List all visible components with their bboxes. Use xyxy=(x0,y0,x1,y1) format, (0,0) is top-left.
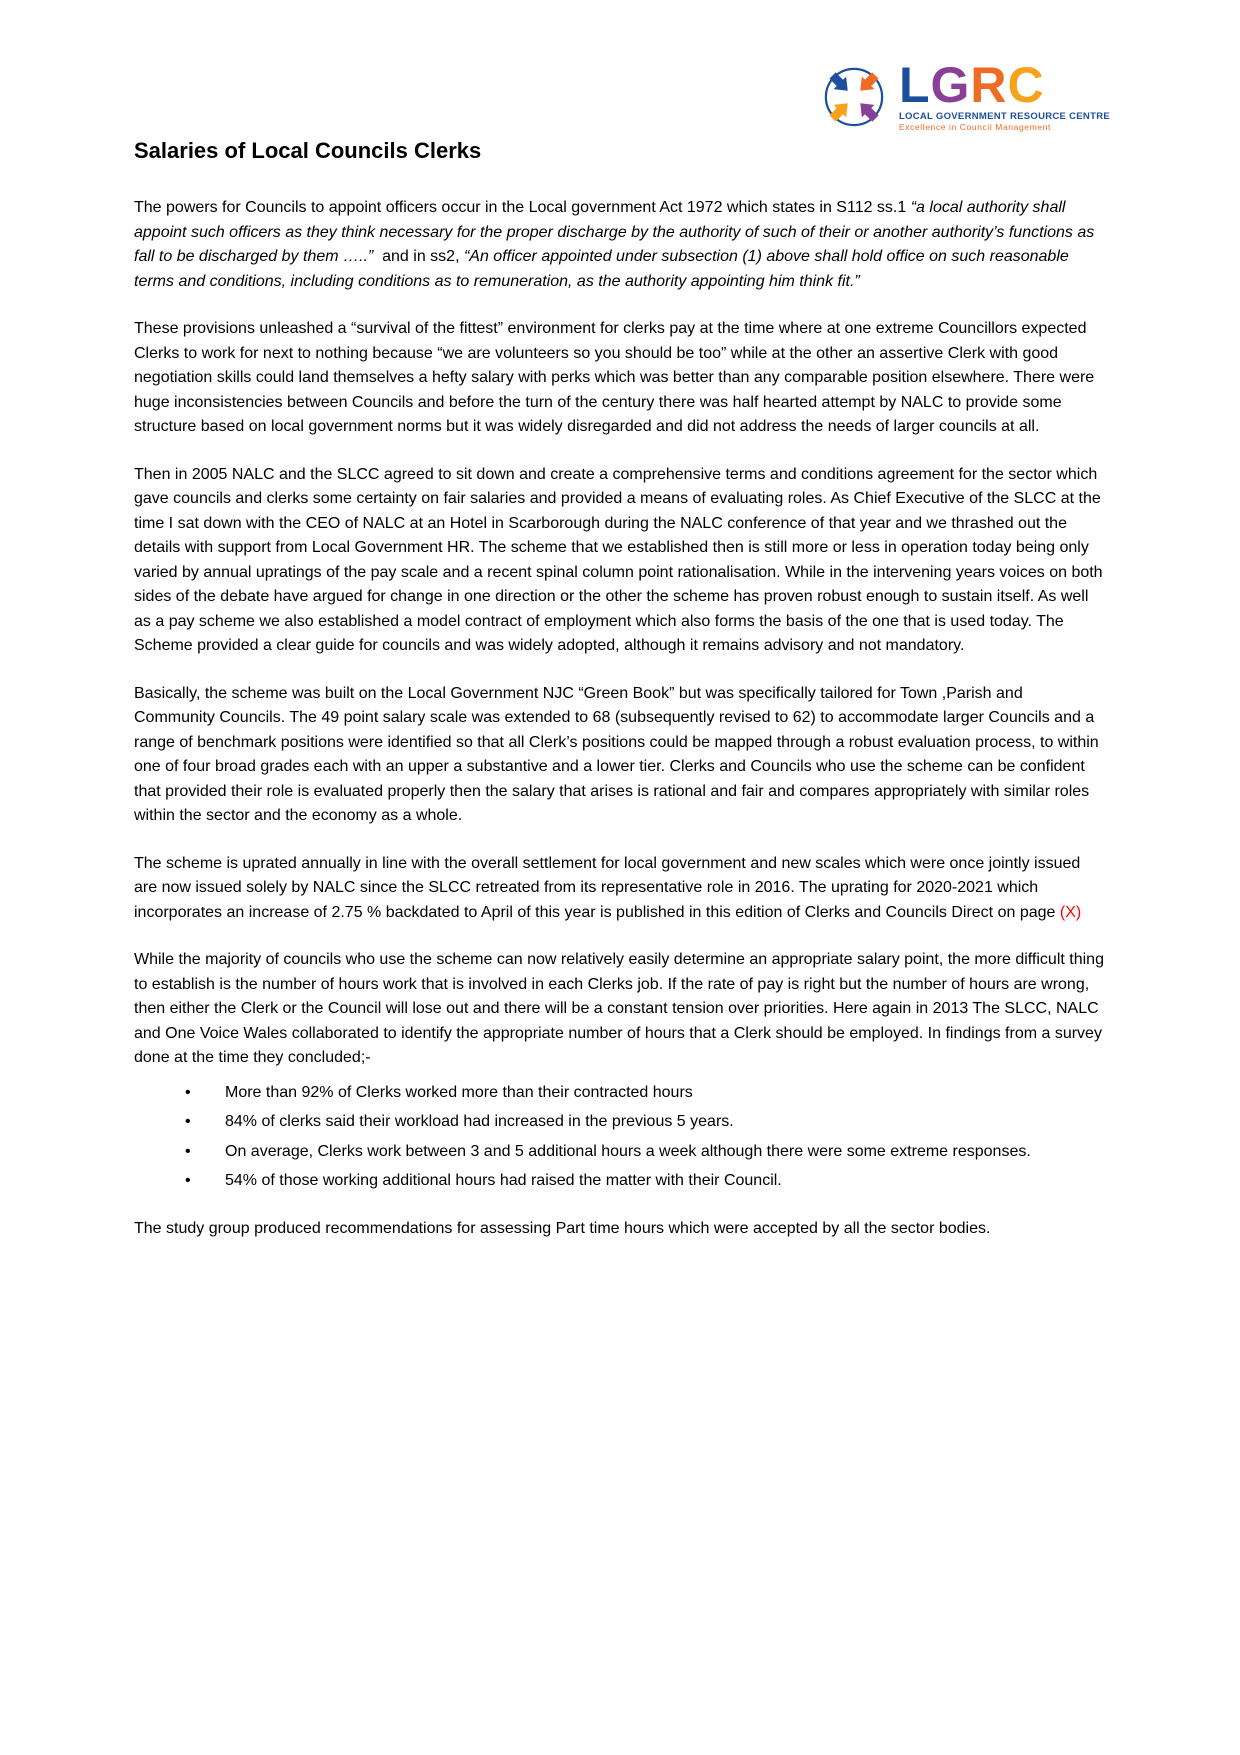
paragraph-powers-act xyxy=(134,196,1106,294)
lgrc-logo-text xyxy=(898,56,1110,132)
paragraph-2005-agreement: Then in 2005 NALC and the SLCC agreed to sit down and create a comprehensive terms and conditions agreement for the sector which gave councils and clerks some certainty on fair salaries and provided a means of evaluating roles. As Chief Executive of the SLCC at the time I sat down with the CEO of NALC at an Hotel in Scarborough during the NALC conference of that year and we thrashed out the details with support from Local Government HR. The scheme that we established then is still more or less in operation today being only varied by annual upratings of the pay scale and a recent spinal column point rationalisation. While in the intervening years voices on both sides of the debate have argued for change in one direction or the other the scheme has proven robust enough to sustain itself. As well as a pay scheme we also established a model contract of employment which also forms the basis of the one that is used today. The Scheme provided a clear guide for councils and was widely adopted, although it remains advisory and not mandatory. xyxy=(134,465,1103,654)
lgrc-letter-r: R xyxy=(970,56,1008,113)
lgrc-letter-l: L xyxy=(898,56,931,113)
page-reference-placeholder: (X) xyxy=(1059,903,1082,921)
paragraph-closing: The study group produced recommendations for assessing Part time hours which were accepted by all the sector bodies. xyxy=(134,1219,991,1237)
survey-findings-list xyxy=(134,1081,1106,1194)
list-item: • 84% of clerks said their workload had increased in the previous 5 years. xyxy=(185,1110,1106,1135)
lgrc-letter-g: G xyxy=(930,56,971,113)
list-item: • On average, Clerks work between 3 and 5 additional hours a week although there were some extreme responses. xyxy=(185,1140,1106,1165)
list-item: • 54% of those working additional hours had raised the matter with their Council. xyxy=(185,1169,1106,1194)
paragraph-run: and in ss2, xyxy=(373,248,464,265)
statute-quote-2: “An officer appointed under subsection (1) above shall hold office on such reasonable terms and conditions, including conditions as to remuneration, as the authority appointing him think fit.” xyxy=(134,248,1069,290)
paragraph-survival-of-fittest: These provisions unleashed a “survival of the fittest” environment for clerks pay at the time where at one extreme Councillors expected Clerks to work for next to nothing because “we are volunteers so you should be too” while at the other an assertive Clerk with good negotiation skills could land themselves a hefty salary with perks which was better than any comparable position elsewhere. There were huge inconsistencies between Councils and before the turn of the century there was half hearted attempt by NALC to provide some structure based on local government norms but it was widely disregarded and did not address the needs of larger councils at all. xyxy=(134,320,1095,435)
lgrc-logo xyxy=(817,56,1110,134)
lgrc-full-name: LOCAL GOVERNMENT RESOURCE CENTRE xyxy=(898,110,1110,122)
list-item: • More than 92% of Clerks worked more than their contracted hours xyxy=(185,1081,1106,1106)
lgrc-tagline: Excellence in Council Management xyxy=(898,122,1051,132)
paragraph-run: The powers for Councils to appoint officers occur in the Local government Act 1972 which states in S112 ss.1 xyxy=(134,199,911,216)
document-content xyxy=(134,138,1106,1264)
lgrc-acronym xyxy=(898,56,1110,113)
page-title: Salaries of Local Councils Clerks xyxy=(134,138,482,163)
lgrc-letter-c: C xyxy=(1007,56,1045,113)
paragraph-annual-uprating xyxy=(134,852,1106,926)
paragraph-run: The scheme is uprated annually in line with the overall settlement for local government and new scales which were once jointly issued are now issued solely by NALC since the SLCC retreated from its representative role in 2016. The uprating for 2020-2021 which incorporates an increase of 2.75 % backdated to April of this year is published in this edition of Clerks and Councils Direct on page xyxy=(134,854,1081,921)
paragraph-green-book: Basically, the scheme was built on the Local Government NJC “Green Book” but was specifically tailored for Town ,Parish and Community Councils. The 49 point salary scale was extended to 68 (subsequently revised to 62) to accommodate larger Councils and a range of benchmark positions were identified so that all Clerk’s positions could be mapped through a robust evaluation process, to within one of four broad grades each with an upper a substantive and a lower tier. Clerks and Councils who use the scheme can be confident that provided their role is evaluated properly then the salary that arises is rational and fair and compares appropriately with similar roles within the sector and the economy as a whole. xyxy=(134,684,1099,824)
lgrc-logo-arrows-icon xyxy=(817,60,891,134)
statute-quote-1: “a local authority shall appoint such officers as they think necessary for the proper discharge by the authority of such of their or another authority’s functions as fall to be discharged by them …..” xyxy=(134,199,1095,265)
paragraph-hours-survey: While the majority of councils who use the scheme can now relatively easily determine an appropriate salary point, the more difficult thing to establish is the number of hours work that is involved in each Clerks job. If the rate of pay is right but the number of hours are wrong, then either the Clerk or the Council will lose out and there will be a constant tension over priorities. Here again in 2013 The SLCC, NALC and One Voice Wales collaborated to identify the appropriate number of hours that a Clerk should be employed. In findings from a survey done at the time they concluded;- xyxy=(134,951,1104,1066)
